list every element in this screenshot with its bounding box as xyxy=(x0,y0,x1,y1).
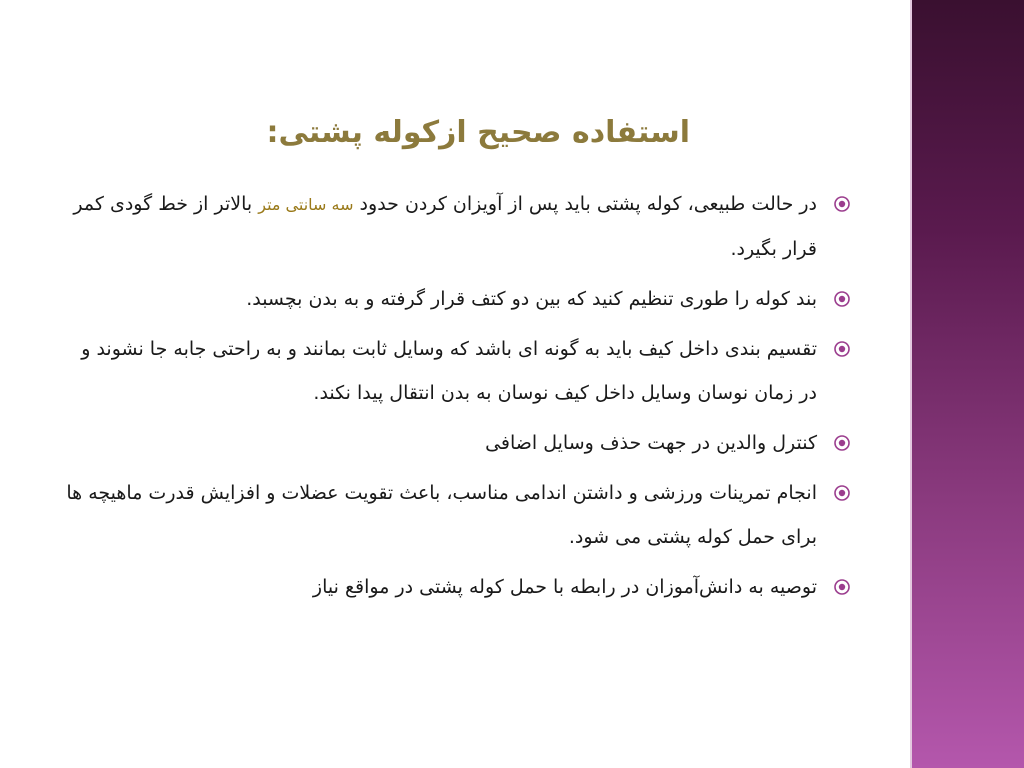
bullet-item-3 xyxy=(60,327,855,415)
bullet-item-4 xyxy=(60,421,855,465)
target-bullet-icon xyxy=(833,578,851,596)
decorative-side-panel xyxy=(912,0,1024,768)
slide-title: استفاده صحیح ازکوله پشتی: xyxy=(266,115,690,150)
target-bullet-icon xyxy=(833,484,851,502)
target-bullet-icon xyxy=(833,290,851,308)
bullet-text-3: تقسیم بندی داخل کیف باید به گونه ای باشد که وسایل ثابت بمانند و به راحتی جابه جا نشوند و در زمان نوسان وسایل داخل کیف نوسان به بدن انتقال پیدا نکند. xyxy=(81,338,817,404)
bullet-item-5 xyxy=(60,471,855,559)
target-bullet-icon xyxy=(833,434,851,452)
bullet-text-4: کنترل والدین در جهت حذف وسایل اضافی xyxy=(485,432,817,454)
bullet-text-6: توصیه به دانش‌آموزان در رابطه با حمل کوله پشتی در مواقع نیاز xyxy=(312,576,817,598)
bullet-text-1-before: در حالت طبیعی، کوله پشتی باید پس از آویزان کردن حدود xyxy=(353,193,817,215)
bullet-text-5: انجام تمرینات ورزشی و داشتن اندامی مناسب، باعث تقویت عضلات و افزایش قدرت ماهیچه ها برای حمل کوله پشتی می شود. xyxy=(66,482,817,548)
bullet-list xyxy=(60,182,855,615)
bullet-item-1 xyxy=(60,182,855,271)
bullet-item-6 xyxy=(60,565,855,609)
bullet-text-1-after: بالاتر از خط گودی کمر قرار بگیرد. xyxy=(73,193,817,260)
target-bullet-icon xyxy=(833,340,851,358)
bullet-item-2 xyxy=(60,277,855,321)
bullet-text-1-highlight: سه سانتی متر xyxy=(258,195,354,214)
bullet-text-2: بند کوله را طوری تنظیم کنید که بین دو کتف قرار گرفته و به بدن بچسبد. xyxy=(246,288,817,310)
target-bullet-icon xyxy=(833,195,851,213)
